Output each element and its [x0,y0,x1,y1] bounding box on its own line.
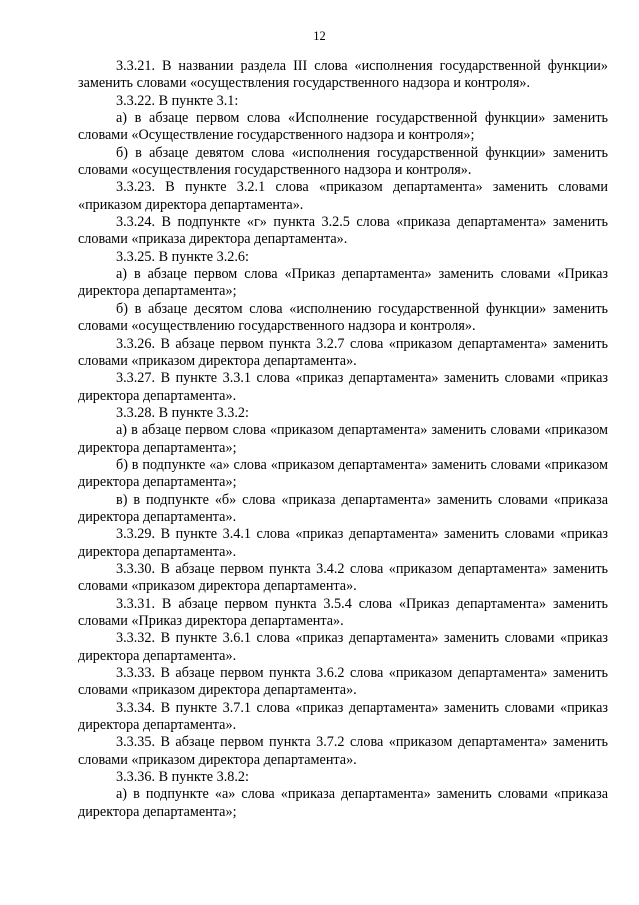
paragraph-3-3-22-a: а) в абзаце первом слова «Исполнение государственной функции» заменить словами «Осуществление государственного надзора и контроля»; [78,110,608,144]
paragraph-3-3-26: 3.3.26. В абзаце первом пункта 3.2.7 слова «приказом департамента» заменить словами «приказом директора департамента». [78,335,608,369]
paragraph-3-3-31: 3.3.31. В абзаце первом пункта 3.5.4 слова «Приказ департамента» заменить словами «Приказ директора департамента». [78,595,608,629]
paragraph-3-3-35: 3.3.35. В абзаце первом пункта 3.7.2 слова «приказом департамента» заменить словами «приказом директора департамента». [78,734,608,768]
paragraph-3-3-24: 3.3.24. В подпункте «г» пункта 3.2.5 слова «приказа департамента» заменить словами «приказа директора департамента». [78,214,608,248]
paragraph-3-3-34: 3.3.34. В пункте 3.7.1 слова «приказ департамента» заменить словами «приказ директора департамента». [78,699,608,734]
paragraph-3-3-27: 3.3.27. В пункте 3.3.1 слова «приказ департамента» заменить словами «приказ директора департамента». [78,370,608,404]
paragraph-3-3-30: 3.3.30. В абзаце первом пункта 3.4.2 слова «приказом департамента» заменить словами «приказом директора департамента». [78,560,608,595]
paragraph-3-3-28-b: б) в подпункте «а» слова «приказом департамента» заменить словами «приказом директора департамента»; [78,456,608,491]
paragraph-3-3-36-a: а) в подпункте «а» слова «приказа департамента» заменить словами «приказа директора департамента»; [78,786,608,820]
paragraph-3-3-22-b: б) в абзаце девятом слова «исполнения государственной функции» заменить словами «осуществления государственного надзора и контроля». [78,144,608,179]
paragraph-3-3-25: 3.3.25. В пункте 3.2.6: [116,248,249,265]
paragraph-3-3-29: 3.3.29. В пункте 3.4.1 слова «приказ департамента» заменить словами «приказ директора департамента». [78,526,608,560]
paragraph-3-3-25-a: а) в абзаце первом слова «Приказ департамента» заменить словами «Приказ директора департамента»; [78,266,608,300]
page-number: 12 [313,29,326,43]
paragraph-3-3-22: 3.3.22. В пункте 3.1: [116,92,239,109]
paragraph-3-3-25-b: б) в абзаце десятом слова «исполнению государственной функции» заменить словами «осуществлению государственного надзора и контроля». [78,300,608,335]
paragraph-3-3-23: 3.3.23. В пункте 3.2.1 слова «приказом департамента» заменить словами «приказом директора департамента». [78,179,608,213]
paragraph-3-3-21: 3.3.21. В названии раздела III слова «исполнения государственной функции» заменить словами «осуществления государственного надзора и контроля». [78,58,608,92]
paragraph-3-3-36: 3.3.36. В пункте 3.8.2: [116,769,249,786]
paragraph-3-3-28: 3.3.28. В пункте 3.3.2: [116,404,249,421]
paragraph-3-3-28-a: а) в абзаце первом слова «приказом департамента» заменить словами «приказом директора департамента»; [78,422,608,456]
document-body [78,58,608,821]
paragraph-3-3-28-v: в) в подпункте «б» слова «приказа департамента» заменить словами «приказа директора департамента». [78,491,608,525]
paragraph-3-3-33: 3.3.33. В абзаце первом пункта 3.6.2 слова «приказом департамента» заменить словами «приказом директора департамента». [78,665,608,699]
paragraph-3-3-32: 3.3.32. В пункте 3.6.1 слова «приказ департамента» заменить словами «приказ директора департамента». [78,630,608,664]
